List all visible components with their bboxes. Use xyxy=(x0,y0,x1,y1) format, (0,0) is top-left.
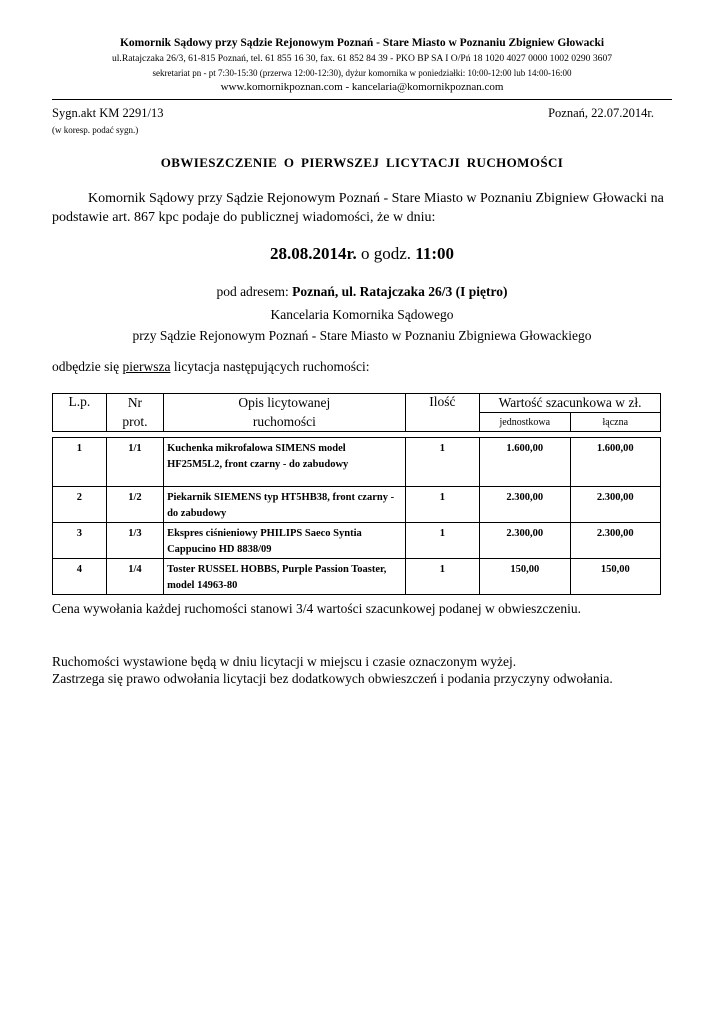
cell-total: 2.300,00 xyxy=(570,523,660,559)
header-desc: Opis licytowanej xyxy=(164,394,406,413)
auction-at-text: o godz. xyxy=(356,244,416,263)
cell-total: 1.600,00 xyxy=(570,438,660,487)
header-divider xyxy=(52,99,672,100)
website-email-line: www.komornikpoznan.com - kancelaria@komornikpoznan.com xyxy=(220,81,504,93)
table-row xyxy=(53,438,661,487)
cell-desc: Ekspres ciśnieniowy PHILIPS Saeco Syntia Cappucino HD 8838/09 xyxy=(164,523,406,559)
header-lp: L.p. xyxy=(53,394,107,432)
list-intro-after: licytacja następujących ruchomości: xyxy=(170,359,370,374)
cell-nr: 1/3 xyxy=(106,523,163,559)
cell-nr: 1/2 xyxy=(106,487,163,523)
list-intro xyxy=(52,359,370,375)
cell-desc: Toster RUSSEL HOBBS, Purple Passion Toaster, model 14963-80 xyxy=(164,559,406,595)
auction-address-line xyxy=(0,284,724,300)
cell-lp: 2 xyxy=(53,487,107,523)
cell-unit: 150,00 xyxy=(480,559,570,595)
cell-unit: 2.300,00 xyxy=(480,487,570,523)
document-date: Poznań, 22.07.2014r. xyxy=(548,106,654,120)
cell-desc: Piekarnik SIEMENS typ HT5HB38, front czarny - do zabudowy xyxy=(164,487,406,523)
cell-qty: 1 xyxy=(405,438,479,487)
case-reference: Sygn.akt KM 2291/13 xyxy=(52,106,164,120)
cell-desc: Kuchenka mikrofalowa SIMENS model HF25M5L2, front czarny - do zabudowy xyxy=(164,438,406,487)
office-hours-line: sekretariat pn - pt 7:30-15:30 (przerwa 12:00-12:30), dyżur komornika w poniedziałki: 10:00-12:00 lub 14:00-16:00 xyxy=(152,68,572,78)
table-row xyxy=(53,487,661,523)
cell-unit: 1.600,00 xyxy=(480,438,570,487)
auction-time: 11:00 xyxy=(415,244,455,263)
footer-line-2: Zastrzega się prawo odwołania licytacji bez dodatkowych obwieszczeń i podania przyczyny odwołania. xyxy=(52,671,613,686)
header-nr-2: prot. xyxy=(106,413,163,432)
price-note: Cena wywołania każdej ruchomości stanowi 3/4 wartości szacunkowej podanej w obwieszczeniu. xyxy=(52,601,581,616)
header-value: Wartość szacunkowa w zł. xyxy=(480,394,661,413)
header-nr: Nr xyxy=(106,394,163,413)
bailiff-name-header: Komornik Sądowy przy Sądzie Rejonowym Poznań - Stare Miasto w Poznaniu Zbigniew Głowacki xyxy=(119,37,605,49)
table-row xyxy=(53,523,661,559)
auction-datetime xyxy=(0,244,724,264)
cell-nr: 1/1 xyxy=(106,438,163,487)
footer-line-1: Ruchomości wystawione będą w dniu licytacji w miejscu i czasie oznaczonym wyżej. xyxy=(52,654,517,669)
office-line-2: przy Sądzie Rejonowym Poznań - Stare Miasto w Poznaniu Zbigniewa Głowackiego xyxy=(132,328,592,343)
cell-lp: 3 xyxy=(53,523,107,559)
office-line-1: Kancelaria Komornika Sądowego xyxy=(270,307,454,322)
items-table xyxy=(52,437,661,595)
cell-unit: 2.300,00 xyxy=(480,523,570,559)
header-desc-2: ruchomości xyxy=(164,413,406,432)
header-unit: jednostkowa xyxy=(480,413,570,432)
address-prefix: pod adresem: xyxy=(216,284,293,299)
cell-lp: 1 xyxy=(53,438,107,487)
auction-address: Poznań, ul. Ratajczaka 26/3 (I piętro) xyxy=(292,284,508,299)
cell-qty: 1 xyxy=(405,487,479,523)
cell-total: 150,00 xyxy=(570,559,660,595)
cell-nr: 1/4 xyxy=(106,559,163,595)
cell-total: 2.300,00 xyxy=(570,487,660,523)
list-intro-before: odbędzie się xyxy=(52,359,123,374)
items-table-header xyxy=(52,393,661,432)
list-intro-underlined: pierwsza xyxy=(122,359,171,374)
cell-lp: 4 xyxy=(53,559,107,595)
intro-paragraph: Komornik Sądowy przy Sądzie Rejonowym Poznań - Stare Miasto w Poznaniu Zbigniew Głowacki na podstawie art. 867 kpc podaje do publicznej wiadomości, że w dniu: xyxy=(52,191,664,225)
cell-qty: 1 xyxy=(405,559,479,595)
header-qty: Ilość xyxy=(405,394,479,432)
table-row xyxy=(53,559,661,595)
document-title: OBWIESZCZENIE O PIERWSZEJ LICYTACJI RUCHOMOŚCI xyxy=(160,155,564,170)
auction-date: 28.08.2014r. xyxy=(269,244,357,263)
cell-qty: 1 xyxy=(405,523,479,559)
correspondence-note: (w koresp. podać sygn.) xyxy=(52,125,139,135)
header-total: łączna xyxy=(570,413,660,432)
bailiff-address-line: ul.Ratajczaka 26/3, 61-815 Poznań, tel. 61 855 16 30, fax. 61 852 84 39 - PKO BP SA I O/Pń 18 1020 4027 0000 1002 0290 3607 xyxy=(111,53,613,64)
